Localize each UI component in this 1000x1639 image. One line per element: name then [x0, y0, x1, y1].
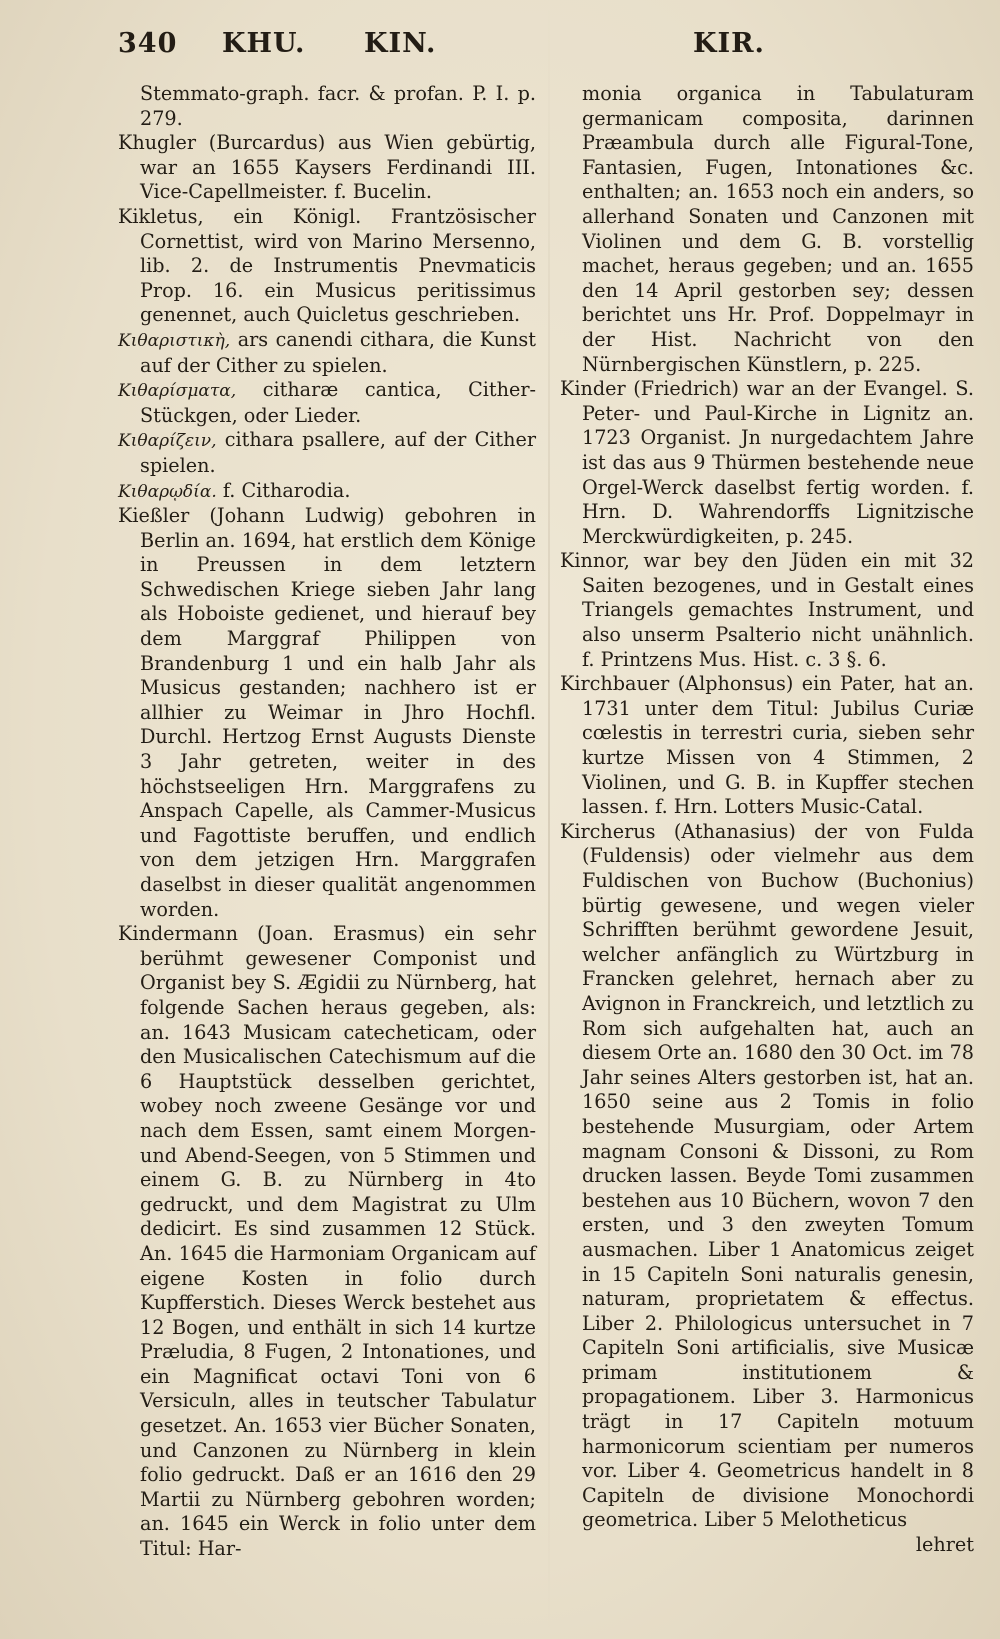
- entry-text: cithara psallere, auf der Cither spielen.: [140, 428, 536, 477]
- running-header: [118, 28, 960, 68]
- greek-headword: Κιθαρῳδία.: [118, 481, 217, 502]
- entry-kitharodia: [118, 479, 536, 505]
- page-fold-shadow: [548, 0, 550, 1639]
- right-head-kir: KIR.: [693, 28, 765, 59]
- entry-text: Khugler (Burcardus) aus Wien gebürtig, war an 1655 Kaysers Ferdinandi III. Vice-Capellmeister. f. Bucelin.: [118, 131, 536, 204]
- right-column: [560, 82, 974, 1558]
- entry-text: Kircherus (Athanasius) der von Fulda (Fuldensis) oder vielmehr aus dem Fuldischen von Buchow (Buchonius) bürtig gewesene, und wegen vieler Schrifften berühmt gewordene Jesuit, welcher anfänglich zu Würtzburg in Francken gelehret, hernach aber zu Avignon in Franckreich, und letztlich zu Rom sich aufgehalten hat, auch an diesem Orte an. 1680 den 30 Oct. im 78 Jahr seines Alters gestorben ist, hat an. 1650 seine aus 2 Tomis in folio bestehende Musurgiam, oder Artem magnam Consoni & Dissoni, zu Rom drucken lassen. Beyde Tomi zusammen bestehen aus 10 Büchern, wovon 7 den ersten, und 3 den zweyten Tomum ausmachen. Liber 1 Anatomicus zeiget in 15 Capiteln Soni naturalis genesin, naturam, proprietatem & effectus. Liber 2. Philologicus untersuchet in 7 Capiteln Soni artificialis, sive Musicæ primam institutionem & propagationem. Liber 3. Harmonicus trägt in 17 Capiteln motuum harmonicorum scientiam per numeros vor. Liber 4. Geometricus handelt in 8 Capiteln de divisione Monochordi geometrica. Liber 5 Melotheticus: [560, 819, 974, 1532]
- entry-kiessler: [118, 504, 536, 922]
- entry-catchword: [560, 1533, 974, 1558]
- entry-harmonia: [560, 82, 974, 377]
- entry-text: Kikletus, ein Königl. Frantzösischer Cornettist, wird von Marino Mersenno, lib. 2. de Instrumentis Pnevmaticis Prop. 16. ein Musicus peritissimus genennet, auch Quicletus geschrieben.: [118, 204, 536, 327]
- greek-headword: Κιθαρίζειν,: [118, 431, 217, 452]
- greek-headword: Κιθαρίσματα,: [118, 381, 237, 402]
- entry-text: Stemmato-graph. facr. & profan. P. I. p. 279.: [140, 82, 536, 130]
- entry-text: ars canendi cithara, die Kunst auf der Cither zu spielen.: [140, 327, 536, 377]
- entry-stemmato: [118, 82, 536, 131]
- entry-kitharistike: [118, 328, 536, 378]
- left-head-kin: KIN.: [364, 28, 437, 59]
- entry-kirchbauer: [560, 672, 974, 820]
- entry-khugler: [118, 131, 536, 205]
- entry-kitharismata: [118, 378, 536, 428]
- entry-text: monia organica in Tabulaturam germanicam composita, darinnen Præambula durch alle Figural-Tone, Fantasien, Fugen, Intonationes &c. enthalten; an. 1653 noch ein anders, so allerhand Sonaten und Canzonen mit Violinen und dem G. B. vorstellig machet, heraus gegeben; und an. 1655 den 14 April gestorben sey; dessen berichtet uns Hr. Prof. Doppelmayr in der Hist. Nachricht von den Nürnbergischen Künstlern, p. 225.: [582, 82, 974, 376]
- entry-text: lehret: [915, 1533, 974, 1557]
- page-number: 340: [118, 28, 178, 59]
- entry-text: Kindermann (Joan. Erasmus) ein sehr berühmt gewesener Componist und Organist bey S. Ægidii zu Nürnberg, hat folgende Sachen heraus gegeben, als: an. 1643 Musicam catecheticam, oder den Musicalischen Catechismum auf die 6 Hauptstück desselben gerichtet, wobey noch zweene Gesänge vor und nach dem Essen, samt einem Morgen- und Abend-Seegen, von 5 Stimmen und einem G. B. zu Nürnberg in 4to gedruckt, und dem Magistrat zu Ulm dedicirt. Es sind zusammen 12 Stück. An. 1645 die Harmoniam Organicam auf eigene Kosten in folio durch Kupfferstich. Dieses Werck bestehet aus 12 Bogen, und enthält in sich 14 kurtze Præludia, 8 Fugen, 2 Intonationes, und ein Magnificat octavi Toni von 6 Versiculn, alles in teutscher Tabulatur gesetzet. An. 1653 vier Bücher Sonaten, und Canzonen zu Nürnberg in klein folio gedruckt. Daß er an 1616 den 29 Martii zu Nürnberg gebohren worden; an. 1645 ein Werck in folio unter dem Titul: Har-: [118, 922, 536, 1561]
- entry-text: Kirchbauer (Alphonsus) ein Pater, hat an. 1731 unter dem Titul: Jubilus Curiæ cœlestis in terrestri curia, sieben sehr kurtze Missen von 4 Stimmen, 2 Violinen, und G. B. in Kupffer stechen lassen. f. Hrn. Lotters Music-Catal.: [560, 672, 974, 819]
- entry-text: Kinder (Friedrich) war an der Evangel. S. Peter- und Paul-Kirche in Lignitz an. 1723 Organist. Jn nurgedachtem Jahre ist das aus 9 Thürmen bestehende neue Orgel-Werck daselbst fertig worden. f. Hrn. D. Wahrendorffs Lignitzische Merckwürdigkeiten, p. 245.: [560, 377, 974, 548]
- entry-kircherus: [560, 820, 974, 1533]
- left-column: [118, 82, 536, 1562]
- entry-kitharizein: [118, 428, 536, 478]
- entry-kikletus: [118, 205, 536, 328]
- entry-text: citharæ cantica, Cither-Stückgen, oder Lieder.: [140, 378, 536, 427]
- entry-text: f. Citharodia.: [222, 478, 351, 502]
- greek-headword: Κιθαριστικὴ,: [118, 330, 231, 351]
- left-head-khu: KHU.: [222, 28, 306, 59]
- entry-kindermann: [118, 922, 536, 1561]
- entry-kinder: [560, 377, 974, 549]
- entry-kinnor: [560, 549, 974, 672]
- entry-text: Kinnor, war bey den Jüden ein mit 32 Saiten bezogenes, und in Gestalt eines Triangels gemachtes Instrument, und also unserm Psalterio nicht unähnlich. f. Printzens Mus. Hist. c. 3 §. 6.: [560, 549, 974, 671]
- entry-text: Kießler (Johann Ludwig) gebohren in Berlin an. 1694, hat erstlich dem Könige in Preussen in dem letztern Schwedischen Kriege sieben Jahr lang als Hoboiste gedienet, und hierauf bey dem Marggraf Philippen von Brandenburg 1 und ein halb Jahr als Musicus gestanden; nachhero ist er allhier zu Weimar in Jhro Hochfl. Durchl. Hertzog Ernst Augusts Dienste 3 Jahr getreten, weiter in des höchstseeligen Hrn. Marggrafens zu Anspach Capelle, als Cammer-Musicus und Fagottiste beruffen, und endlich von dem jetzigen Hrn. Marggrafen daselbst in dieser qualität angenommen worden.: [118, 504, 536, 921]
